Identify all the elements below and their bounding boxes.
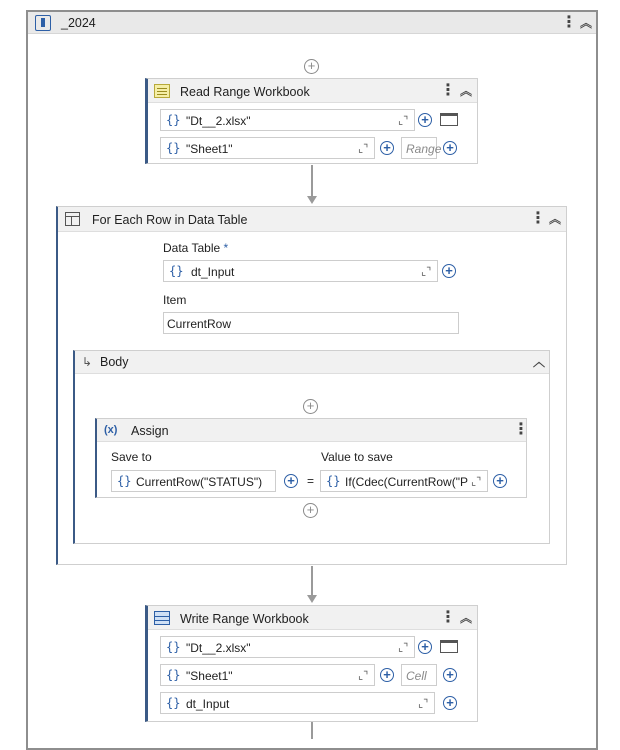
body-title: Body <box>100 355 129 369</box>
expand-editor-icon[interactable]: ⌞⌝ <box>398 115 409 127</box>
write-datatable-field[interactable] <box>160 692 435 714</box>
write-cell-plus-icon[interactable]: + <box>443 668 457 682</box>
read-sheet-value: "Sheet1" <box>186 142 233 156</box>
expression-icon: {} <box>169 264 184 278</box>
write-range-menu-icon[interactable]: ⋮ <box>440 609 456 626</box>
equals-sign: = <box>307 474 315 488</box>
read-range-input[interactable] <box>401 137 442 159</box>
read-workbook-plus-icon[interactable]: + <box>418 113 432 127</box>
sequence-collapse-icon[interactable]: ︽ <box>580 16 593 30</box>
add-activity-icon[interactable]: + <box>304 59 319 74</box>
expand-editor-icon[interactable]: ⌞⌝ <box>421 266 432 278</box>
browse-folder-icon[interactable] <box>440 113 458 126</box>
body-collapse-icon[interactable]: ︿ <box>533 355 546 369</box>
expand-editor-icon[interactable]: ⌞⌝ <box>418 698 429 710</box>
for-each-collapse-icon[interactable]: ︽ <box>549 212 562 226</box>
add-activity-icon[interactable]: + <box>303 399 318 414</box>
expression-icon: {} <box>166 113 181 127</box>
write-cell-input[interactable] <box>401 664 437 686</box>
read-sheet-field[interactable] <box>160 137 375 159</box>
write-datatable-value: dt_Input <box>186 697 230 711</box>
body-header[interactable] <box>75 351 549 374</box>
save-to-value: CurrentRow("STATUS") <box>136 475 263 489</box>
write-datatable-plus-icon[interactable]: + <box>443 696 457 710</box>
read-range-title: Read Range Workbook <box>180 85 310 99</box>
sequence-menu-icon[interactable]: ⋮ <box>561 14 577 31</box>
expression-icon: {} <box>166 640 181 654</box>
expand-editor-icon[interactable]: ⌞⌝ <box>398 642 409 654</box>
expand-editor-icon[interactable]: ⌞⌝ <box>358 143 369 155</box>
item-value: CurrentRow <box>167 317 232 331</box>
body-arrow-icon: ↳ <box>82 355 93 369</box>
expression-icon: {} <box>166 696 181 710</box>
write-workbook-path-value: "Dt__2.xlsx" <box>186 641 251 655</box>
write-range-title: Write Range Workbook <box>180 612 309 626</box>
value-to-save-field[interactable] <box>320 470 488 492</box>
assign-title: Assign <box>131 424 169 438</box>
for-each-row-title: For Each Row in Data Table <box>92 213 248 227</box>
for-each-icon <box>65 212 80 226</box>
item-label: Item <box>163 293 187 307</box>
write-sheet-field[interactable] <box>160 664 375 686</box>
excel-read-icon <box>154 84 170 98</box>
value-to-save-label: Value to save <box>321 450 393 464</box>
save-to-plus-icon[interactable]: + <box>284 474 298 488</box>
sequence-header[interactable] <box>28 12 596 34</box>
browse-folder-icon[interactable] <box>440 640 458 653</box>
value-to-save-plus-icon[interactable]: + <box>493 474 507 488</box>
assign-menu-icon[interactable]: ⋮ <box>513 421 529 438</box>
connector-line <box>311 566 313 596</box>
data-table-label: Data Table * <box>163 241 229 255</box>
read-range-menu-icon[interactable]: ⋮ <box>440 82 456 99</box>
range-placeholder: Range <box>406 142 442 156</box>
read-sheet-plus-icon[interactable]: + <box>380 141 394 155</box>
item-field[interactable] <box>163 312 459 334</box>
expression-icon: {} <box>166 141 181 155</box>
sequence-title: _2024 <box>61 16 96 30</box>
data-table-field[interactable] <box>163 260 438 282</box>
connector-line <box>311 165 313 197</box>
cell-placeholder: Cell <box>406 669 427 683</box>
write-sheet-plus-icon[interactable]: + <box>380 668 394 682</box>
read-range-plus-icon[interactable]: + <box>443 141 457 155</box>
add-activity-icon[interactable]: + <box>303 503 318 518</box>
write-range-collapse-icon[interactable]: ︽ <box>460 611 473 625</box>
sequence-icon <box>35 15 51 31</box>
save-to-field[interactable] <box>111 470 276 492</box>
excel-write-icon <box>154 611 170 625</box>
save-to-label: Save to <box>111 450 152 464</box>
required-mark: * <box>223 241 229 255</box>
data-table-value: dt_Input <box>191 265 235 279</box>
write-workbook-plus-icon[interactable]: + <box>418 640 432 654</box>
write-sheet-value: "Sheet1" <box>186 669 233 683</box>
for-each-menu-icon[interactable]: ⋮ <box>530 210 546 227</box>
expression-icon: {} <box>326 474 341 488</box>
expand-editor-icon[interactable]: ⌞⌝ <box>471 476 482 488</box>
connector-arrow-icon <box>307 595 317 603</box>
value-to-save-value: If(Cdec(CurrentRow("P <box>345 475 468 489</box>
expand-editor-icon[interactable]: ⌞⌝ <box>358 670 369 682</box>
connector-line <box>311 722 313 739</box>
read-workbook-path-field[interactable] <box>160 109 415 131</box>
expression-icon: {} <box>117 474 132 488</box>
read-range-collapse-icon[interactable]: ︽ <box>460 84 473 98</box>
expression-icon: {} <box>166 668 181 682</box>
read-workbook-path-value: "Dt__2.xlsx" <box>186 114 251 128</box>
write-workbook-path-field[interactable] <box>160 636 415 658</box>
variable-icon: (x) <box>104 424 118 436</box>
data-table-plus-icon[interactable]: + <box>442 264 456 278</box>
connector-arrow-icon <box>307 196 317 204</box>
